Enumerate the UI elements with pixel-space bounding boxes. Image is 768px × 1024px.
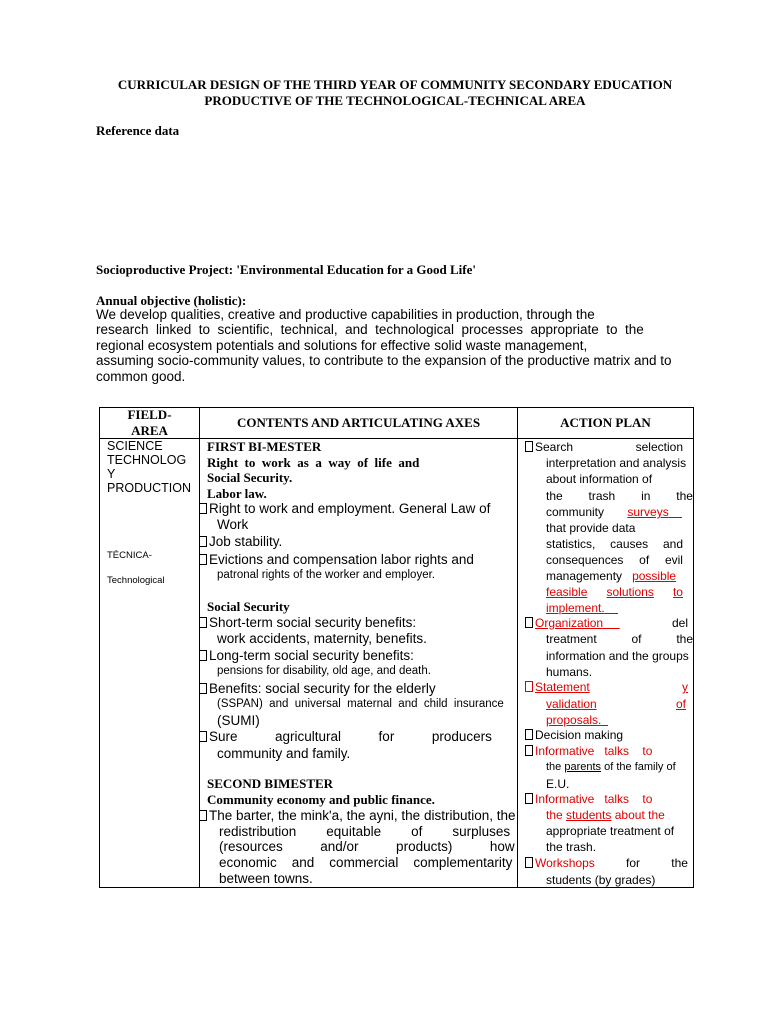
social-security-heading: Social Security — [207, 599, 290, 614]
header-contents: CONTENTS AND ARTICULATING AXES — [236, 415, 481, 430]
objective-line-2: research linked to scientific, technical, and technological processes appropriate to the — [96, 322, 644, 337]
field-production: PRODUCTION — [107, 481, 192, 495]
objective-line-1: We develop qualities, creative and productive capabilities in production, through the — [96, 307, 595, 322]
action-search-9: managementy possible — [546, 569, 677, 583]
content-item-4-cont: work accidents, maternity, benefits. — [217, 631, 427, 646]
content-item-7-cont: community and family. — [217, 746, 351, 761]
content-item-7: Sure agricultural for producers — [199, 729, 492, 744]
community-economy-heading: Community economy and public finance. — [207, 792, 435, 807]
action-talks-parents: Informative talks to — [525, 744, 652, 758]
bullet-icon — [199, 650, 207, 661]
content-item-5-cont: pensions for disability, old age, and death. — [217, 665, 431, 677]
action-search-8: consequences of evil — [546, 553, 683, 567]
bullet-icon — [199, 554, 207, 565]
action-talks-parents-3: E.U. — [546, 777, 570, 791]
content-item-6-cont1: (SSPAN) and universal maternal and child insurance — [217, 698, 504, 710]
bullet-icon — [199, 503, 207, 514]
field-technology-y: Y — [107, 467, 116, 481]
labor-law-heading: Labor law. — [207, 486, 267, 501]
bullet-icon — [525, 857, 533, 868]
bullet-icon — [199, 536, 207, 547]
action-organization-4: humans. — [546, 665, 593, 679]
action-workshops-2: students (by grades) — [546, 873, 656, 887]
reference-heading: Reference data — [96, 123, 180, 138]
action-search-2: interpretation and analysis — [546, 456, 687, 470]
content-item-3-cont: patronal rights of the worker and employer. — [217, 569, 435, 581]
content-item-6-cont2: (SUMI) — [217, 713, 260, 728]
action-talks-students-2: the students about the — [546, 808, 665, 822]
action-statement: Statement y — [525, 680, 688, 694]
action-search-7: statistics, causes and — [546, 537, 683, 551]
header-action-plan: ACTION PLAN — [560, 415, 651, 430]
bullet-icon — [525, 729, 533, 740]
objective-label: Annual objective (holistic): — [96, 293, 247, 308]
content-item-8: The barter, the mink'a, the ayni, the distribution, the — [199, 808, 516, 823]
action-search-3: about information of — [546, 472, 653, 486]
action-search-11: implement. — [546, 601, 605, 615]
action-organization-3: information and the groups — [546, 649, 689, 663]
right-to-work-line2: Social Security. — [207, 470, 293, 485]
content-item-3: Evictions and compensation labor rights and — [199, 552, 474, 567]
bullet-icon — [525, 745, 533, 756]
bullet-icon — [199, 810, 207, 821]
header-field-area-line1: FIELD- — [127, 407, 172, 422]
bullet-icon — [525, 441, 533, 452]
content-item-1-cont: Work — [217, 517, 249, 532]
content-item-8-cont2: (resources and/or products) how — [219, 839, 515, 854]
action-search-4: the trash in the — [546, 489, 693, 503]
content-item-8-cont3: economic and commercial complementarity — [219, 855, 513, 870]
objective-line-3: regional ecosystem potentials and solutions for effective solid waste management, — [96, 338, 588, 353]
action-workshops: Workshops for the — [525, 856, 688, 870]
field-science: SCIENCE — [107, 439, 163, 453]
action-search-10: feasible solutions to — [546, 585, 683, 599]
bullet-icon — [525, 617, 533, 628]
project-heading: Socioproductive Project: 'Environmental Education for a Good Life' — [96, 262, 477, 277]
action-talks-parents-2: the parents of the family of — [546, 761, 676, 773]
action-search-6: that provide data — [546, 521, 636, 535]
content-item-8-cont4: between towns. — [219, 871, 313, 886]
content-item-1: Right to work and employment. General Law of — [199, 501, 490, 516]
right-to-work-line1: Right to work as a way of life and — [207, 455, 420, 470]
bullet-icon — [525, 793, 533, 804]
content-item-6: Benefits: social security for the elderly — [199, 681, 436, 696]
objective-line-4: assuming socio-community values, to contribute to the expansion of the productive matrix and to — [96, 353, 672, 368]
action-decision: Decision making — [525, 728, 623, 742]
action-talks-students: Informative talks to — [525, 792, 652, 806]
field-tecnica: TÉCNICA- — [107, 550, 152, 561]
bullet-icon — [199, 683, 207, 694]
header-field-area-line2: AREA — [131, 423, 168, 438]
field-technological: Technological — [107, 575, 165, 586]
action-talks-students-3: appropriate treatment of — [546, 824, 675, 838]
content-item-8-cont1: redistribution equitable of surpluses — [219, 824, 511, 839]
action-organization-2: treatment of the — [546, 632, 693, 646]
bullet-icon — [525, 681, 533, 692]
document-subtitle: PRODUCTIVE OF THE TECHNOLOGICAL-TECHNICAL AREA — [204, 93, 586, 108]
bullet-icon — [199, 731, 207, 742]
first-bimester-heading: FIRST BI-MESTER — [207, 439, 322, 454]
content-item-4: Short-term social security benefits: — [199, 615, 416, 630]
action-search: Search selection — [525, 440, 683, 454]
content-item-2: Job stability. — [199, 534, 282, 549]
second-bimester-heading: SECOND BIMESTER — [207, 776, 334, 791]
action-search-5: community surveys — [546, 505, 669, 519]
objective-line-5: common good. — [96, 369, 186, 384]
action-talks-students-4: the trash. — [546, 840, 597, 854]
field-technology: TECHNOLOG — [107, 453, 187, 467]
bullet-icon — [199, 617, 207, 628]
action-statement-3: proposals. — [546, 713, 602, 727]
document-title: CURRICULAR DESIGN OF THE THIRD YEAR OF COMMUNITY SECONDARY EDUCATION — [117, 77, 673, 92]
action-statement-2: validation of — [546, 697, 686, 711]
content-item-5: Long-term social security benefits: — [199, 648, 414, 663]
action-organization: Organization del — [525, 616, 688, 630]
